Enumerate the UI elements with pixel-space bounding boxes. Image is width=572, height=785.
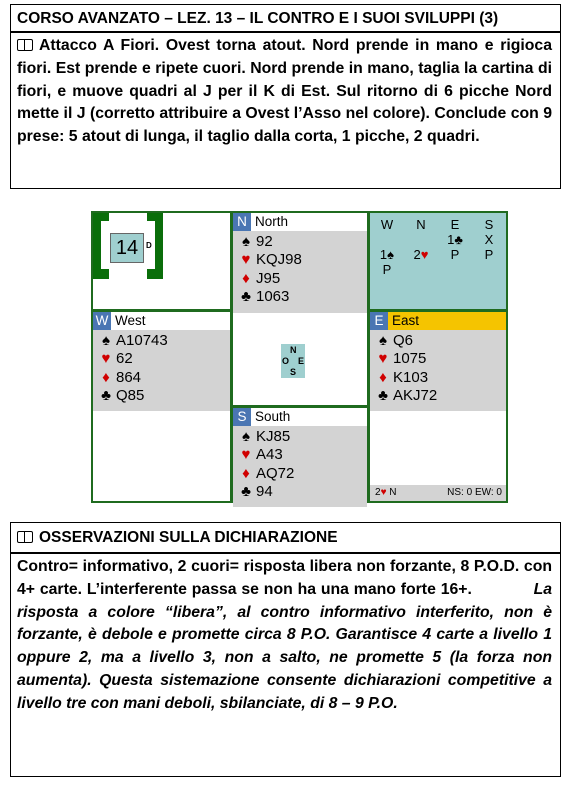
club-icon: ♣: [241, 287, 251, 305]
auction-header: W N E S: [380, 217, 494, 232]
spade-icon: ♠: [102, 332, 110, 349]
observations-italic-text: La risposta a colore “libera”, al contro informativo interferito, non è forzante, è debole e promette circa 8 P.O. Garantisce 4 carte a livello 1 oppure 2, ma a livello 3, non a salto, ne promette 5 (la forza non aumenta). Questa sistemazione consente dichiarazioni competitive a livello tre con mani deboli, sbilanciate, di 8 – 9 P.O.: [17, 580, 553, 712]
heart-icon: ♥: [380, 487, 387, 498]
hand-east-header: [370, 312, 506, 330]
lesson-title: CORSO AVANZATO – LEZ. 13 – IL CONTRO E I SUOI SVILUPPI (3): [10, 4, 561, 32]
north-hearts: ♥ KQJ98: [239, 251, 367, 269]
auction-row: P: [382, 262, 392, 277]
auction-table: [370, 213, 506, 309]
board-number: 14: [110, 233, 144, 263]
spade-icon: ♠: [242, 233, 250, 250]
diamond-icon: ♦: [242, 464, 250, 482]
score: NS: 0 EW: 0: [447, 487, 502, 498]
hand-west: [93, 312, 230, 405]
west-diamonds: ♦ 864: [99, 369, 230, 387]
spade-icon: ♠: [379, 332, 387, 349]
table-center: [233, 312, 367, 405]
heart-icon: ♥: [241, 251, 251, 269]
south-clubs: ♣ 94: [239, 483, 367, 501]
diamond-icon: ♦: [102, 368, 110, 386]
north-diamonds: ♦ J95: [239, 270, 367, 288]
seat-name-north: North: [255, 214, 289, 229]
heart-icon: ♥: [101, 350, 111, 368]
hand-south: [233, 408, 367, 501]
observations-title: [10, 522, 561, 553]
book-icon: [17, 531, 33, 543]
west-spades: ♠ A10743: [99, 332, 230, 350]
board-indicator: [93, 213, 165, 279]
south-spades: ♠ KJ85: [239, 428, 367, 446]
hand-north: [233, 213, 367, 309]
hand-west-header: [93, 312, 230, 330]
hand-east: [370, 312, 506, 405]
board-info-cell: [93, 213, 230, 309]
seat-letter-south: S: [233, 408, 251, 426]
seat-name-west: West: [115, 313, 146, 328]
west-hearts: ♥ 62: [99, 350, 230, 368]
seat-name-south: South: [255, 409, 291, 424]
auction-row: 1♣ X: [447, 232, 494, 247]
observations-title-text: OSSERVAZIONI SULLA DICHIARAZIONE: [39, 529, 338, 546]
result-cell: [370, 408, 506, 501]
west-clubs: ♣ Q85: [99, 387, 230, 405]
seat-letter-east: E: [370, 312, 388, 330]
seat-letter-north: N: [233, 213, 251, 231]
east-diamonds: ♦ K103: [376, 369, 506, 387]
play-description-text: Attacco A Fiori. Ovest torna atout. Nord prende in mano e rigioca fiori. Est prende e ripete cuori. Nord prende in mano, taglia la cartina di fiori, e muove quadri al J per il K di Est. Sul ritorno di 6 picche Nord mette il J (corretto attribuire a Ovest l’Asso nel colore). Conclude con 9 prese: 5 atout di lunga, il taglio dalla corta, 1 picche, 2 quadri.: [17, 37, 552, 146]
hand-east-cards: [370, 330, 506, 411]
contract: 2♥ N: [375, 487, 397, 498]
club-icon: ♣: [378, 386, 388, 404]
south-hearts: ♥ A43: [239, 446, 367, 464]
book-icon: [17, 39, 33, 51]
hand-west-cards: [93, 330, 230, 411]
result-bar: [370, 485, 506, 501]
hand-south-cards: [233, 426, 367, 507]
auction-row: 1♠ 2♥ P P: [379, 247, 494, 262]
bridge-diagram: [91, 211, 508, 503]
north-spades: ♠ 92: [239, 233, 367, 251]
seat-name-east: East: [392, 313, 420, 328]
north-clubs: ♣ 1063: [239, 288, 367, 306]
observations-body: [10, 553, 561, 777]
club-icon: ♣: [241, 482, 251, 500]
diamond-icon: ♦: [242, 269, 250, 287]
diamond-icon: ♦: [379, 368, 387, 386]
board-dealer: D: [146, 241, 152, 250]
spade-icon: ♠: [242, 428, 250, 445]
heart-icon: ♥: [241, 446, 251, 464]
east-hearts: ♥ 1075: [376, 350, 506, 368]
seat-letter-west: W: [93, 312, 111, 330]
hand-north-header: [233, 213, 367, 231]
east-clubs: ♣ AKJ72: [376, 387, 506, 405]
observations-plain-text: Contro= informativo, 2 cuori= risposta libera non forzante, 8 P.O.D. con 4+ carte. L’interferente passa se non ha una mano forte 16+.: [17, 558, 552, 598]
heart-icon: ♥: [420, 247, 429, 262]
play-description: [10, 32, 561, 189]
south-diamonds: ♦ AQ72: [239, 465, 367, 483]
compass-icon: N O E S: [282, 345, 305, 377]
heart-icon: ♥: [378, 350, 388, 368]
hand-south-header: [233, 408, 367, 426]
east-spades: ♠ Q6: [376, 332, 506, 350]
hand-north-cards: [233, 231, 367, 313]
empty-cell: [93, 408, 230, 501]
club-icon: ♣: [101, 386, 111, 404]
